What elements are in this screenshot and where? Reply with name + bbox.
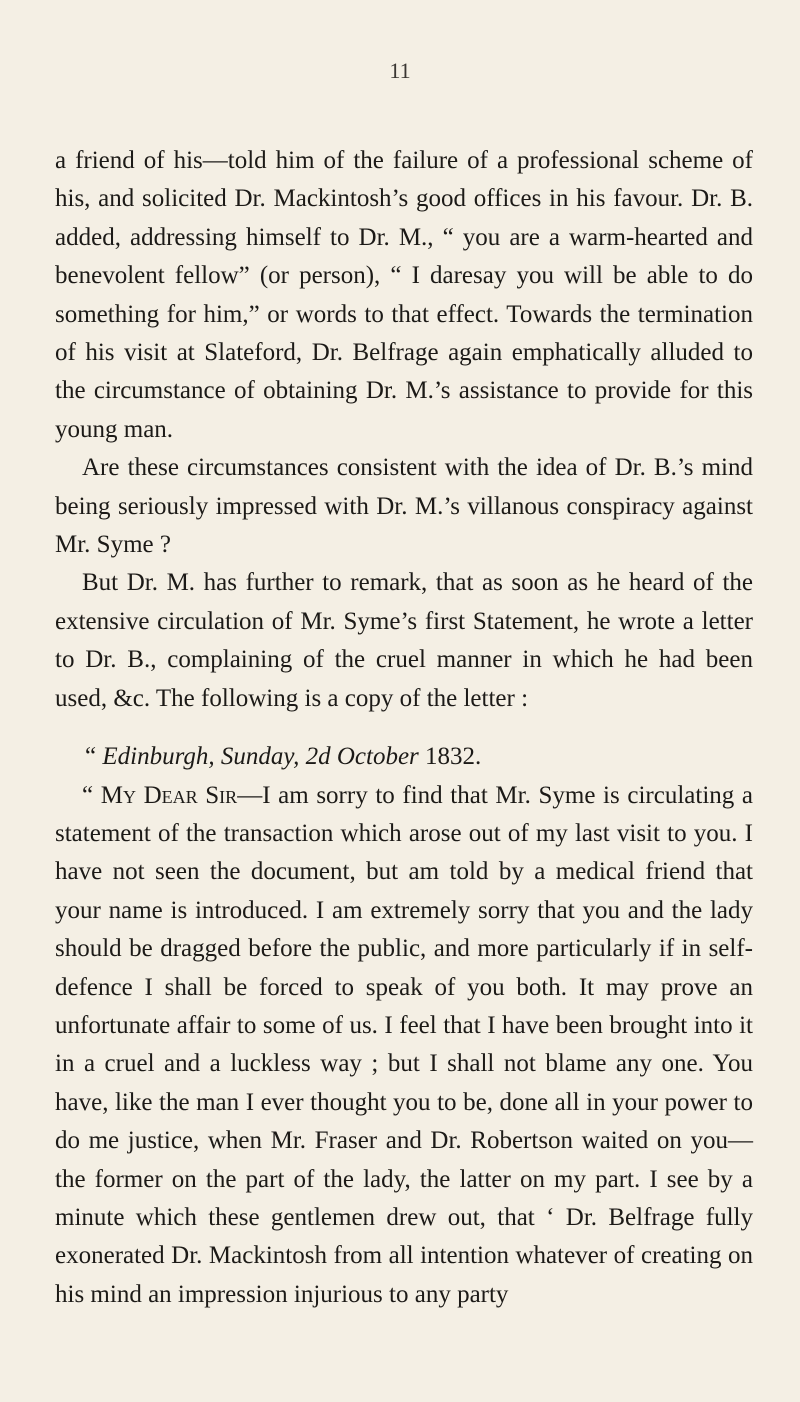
letter-body	[55, 777, 753, 1315]
letter-salutation: “ My Dear Sir	[82, 781, 238, 809]
letter-place-date: Edinburgh, Sunday, 2d October	[102, 743, 419, 771]
paragraph-2: Are these circumstances consistent with the idea of Dr. B.’s mind being seriously impressed with Dr. M.’s villanous conspiracy against Mr. Syme ?	[55, 454, 753, 559]
paragraph-1: a friend of his—told him of the failure of a professional scheme of his, and solicited Dr. Mackintosh’s good offices in his favour. Dr. B. added, addressing himself to Dr. M., “ you are a warm-hearted and benevolent fellow” (or person), “ I daresay you will be able to do something for him,” or words to that effect. Towards the termination of his visit at Slateford, Dr. Belfrage again emphatically alluded to the circumstance of obtaining Dr. M.’s assistance to provide for this young man.	[55, 147, 753, 443]
letter-year: 1832.	[418, 743, 482, 771]
page-number: 11	[389, 58, 411, 83]
letter-open-quote: “	[85, 743, 103, 771]
letter-text: —I am sorry to find that Mr. Syme is circulating a statement of the transaction which arose out of my last visit to you. I have not seen the document, but am told by a medical friend that your name is introduced. I am extremely sorry that you and the lady should be dragged before the public, and more particularly if in self-defence I shall be forced to speak of you both. It may prove an unfortunate affair to some of us. I feel that I have been brought into it in a cruel and a luckless way ; but I shall not blame any one. You have, like the man I ever thought you to be, done all in your power to do me justice, when Mr. Fraser and Dr. Robertson waited on you—the former on the part of the lady, the latter on my part. I see by a minute which these gentlemen drew out, that ‘ Dr. Belfrage fully exonerated Dr. Mackintosh from all intention whatever of creating on his mind an impression injurious to any party	[55, 781, 753, 1308]
paragraph-3: But Dr. M. has further to remark, that as soon as he heard of the extensive circulation of Mr. Syme’s first Statement, he wrote a letter to Dr. B., complaining of the cruel manner in which he had been used, &c. The following is a copy of the letter :	[55, 569, 753, 712]
page-body	[55, 142, 753, 1314]
letter-dateline	[55, 738, 753, 776]
